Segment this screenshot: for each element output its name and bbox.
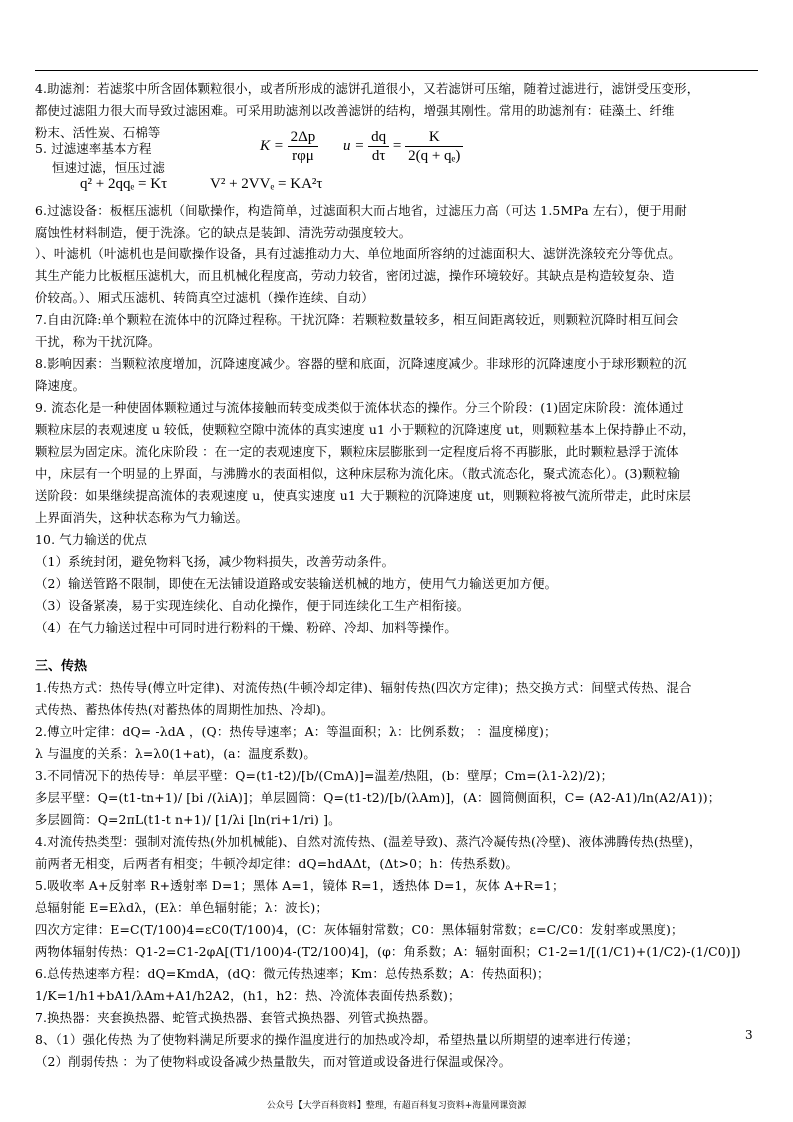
s3-line03: 2.傅立叶定律：dQ= -λdA ，(Q：热传导速率；A：等温面积；λ：比例系数； ：温度梯度)；	[35, 724, 557, 739]
item10-point4: （4）在气力输送过程中可同时进行粉料的干燥、粉碎、冷却、加料等操作。	[35, 620, 457, 635]
s3-line06: 多层平壁：Q=(t1-tn+1)/ [bi /(λiA)]；单层圆筒：Q=(t1-t2)/[b/(λAm)]，(A：圆筒侧面积，C= (A2-A1)/ln(A2/A1))；	[35, 790, 721, 805]
item8-line1: 8.影响因素：当颗粒浓度增加，沉降速度减少。容器的壁和底面，沉降速度减少。非球形的沉降速度小于球形颗粒的沉	[35, 356, 687, 371]
formula-constant-velocity: V² + 2VVₑ = KA²τ	[210, 176, 323, 192]
s3-line05: 3.不同情况下的热传导：单层平壁：Q=(t1-t2)/[b/(CmA)]=温差/热阻，(b：壁厚；Cm=(λ1-λ2)/2)；	[35, 768, 614, 783]
s3-line18: （2）削弱传热 ：为了使物料或设备减少热量散失，而对管道或设备进行保温或保冷。	[35, 1054, 512, 1069]
item9-line4: 中，床层有一个明显的上界面，与沸腾水的表面相似，这种床层称为流化床。（散式流态化，聚式流态化）。(3)颗粒输	[35, 466, 681, 481]
formula-u	[343, 128, 463, 165]
footer-note: 公众号【大学百科资料】整理，有超百科复习资料+海量网课资源	[266, 1101, 527, 1111]
item10-title: 10. 气力输送的优点	[35, 532, 148, 547]
item8-line2: 降速度。	[35, 378, 86, 393]
formula-u-lhs: u =	[343, 137, 365, 154]
item9-line6: 上界面消失，这种状态称为气力输送。	[35, 510, 249, 525]
s3-line14: 6.总传热速率方程：dQ=KmdA，(dQ：微元传热速率；Km：总传热系数；A：传热面积)；	[35, 966, 550, 981]
item4-line3: 粉末、活性炭、石棉等	[35, 125, 161, 140]
item7-line1: 7.自由沉降:单个颗粒在流体中的沉降过程称。干扰沉降：若颗粒数量较多，相互间距离较近，则颗粒沉降时相互间会	[35, 312, 679, 327]
s3-line07: 多层圆筒：Q=2πL(t1-t n+1)/ [1/λi [ln(ri+1/ri) ]。	[35, 812, 341, 827]
formula-u-denominator-1: dτ	[371, 148, 386, 164]
formula-k-numerator: 2Δp	[288, 128, 319, 147]
item6-line3: ）、叶滤机（叶滤机也是间歇操作设备，具有过滤推动力大、单位地面所容纳的过滤面积大、滤饼洗涤较充分等优点。	[35, 246, 681, 261]
item6-line4: 其生产能力比板框压滤机大，而且机械化程度高，劳动力较省，密闭过滤，操作环境较好。其缺点是构造较复杂、造	[35, 268, 675, 283]
item9-line3: 颗粒层为固定床。流化床阶段 ：在一定的表观速度下，颗粒床层膨胀到一定程度后将不再膨胀，此时颗粒悬浮于流体	[35, 444, 679, 459]
formula-u-equals: =	[392, 137, 402, 154]
s3-line12: 四次方定律：E=C(T/100)4=εC0(T/100)4，(C：灰体辐射常数；C0：黑体辐射常数；ε=C/C0：发射率或黑度)；	[35, 922, 684, 937]
item4-line2: 都使过滤阻力很大而导致过滤困难。可采用助滤剂以改善滤饼的结构，增强其刚性。常用的助滤剂有：硅藻土、纤维	[35, 103, 675, 118]
item9-line1: 9. 流态化是一种使固体颗粒通过与流体接触而转变成类似于流体状态的操作。分三个阶段：(1)固定床阶段：流体通过	[35, 400, 684, 415]
formula-u-denominator-2: 2(q + qₑ)	[408, 148, 461, 164]
s3-line04: λ 与温度的关系：λ=λ0(1+at)，(a：温度系数)。	[35, 746, 316, 761]
s3-line10: 5.吸收率 A+反射率 R+透射率 D=1；黑体 A=1，镜体 R=1，透热体 D=1，灰体 A+R=1；	[35, 878, 565, 893]
formula-k-lhs: K =	[260, 137, 284, 154]
item4-line1: 4.助滤剂：若滤浆中所含固体颗粒很小，或者所形成的滤饼孔道很小，又若滤饼可压缩，随着过滤进行，滤饼受压变形，	[35, 81, 700, 96]
s3-line09: 前两者无相变，后两者有相变；牛顿冷却定律：dQ=hdAΔt，(Δt>0；h：传热系数)。	[35, 856, 519, 871]
s3-line01: 1.传热方式：热传导(傅立叶定律)、对流传热(牛顿冷却定律)、辐射传热(四次方定律)；热交换方式：间壁式传热、混合	[35, 680, 692, 695]
header-rule	[35, 70, 758, 71]
item7-line2: 干扰，称为干扰沉降。	[35, 334, 161, 349]
section-heading-heat-transfer: 三、传热	[35, 659, 88, 674]
item6-line5: 价较高。）、厢式压滤机、转筒真空过滤机（操作连续、自动）	[35, 290, 374, 305]
formula-u-numerator-2: K	[405, 128, 463, 147]
item5-subtitle: 恒速过滤，恒压过滤	[52, 160, 165, 175]
s3-line15: 1/K=1/h1+bA1/λAm+A1/h2A2，(h1，h2：热、冷流体表面传热系数)；	[35, 988, 461, 1003]
s3-line13: 两物体辐射传热：Q1-2=C1-2φA[(T1/100)4-(T2/100)4]，(φ：角系数；A：辐射面积；C1-2=1/[(1/C1)+(1/C2)-(1/C0)])	[35, 944, 741, 959]
item9-line2: 颗粒床层的表观速度 u 较低，使颗粒空隙中流体的真实速度 u1 小于颗粒的沉降速度 ut，则颗粒基本上保持静止不动，	[35, 422, 695, 437]
item10-point2: （2）输送管路不限制，即使在无法铺设道路或安装输送机械的地方，使用气力输送更加方便。	[35, 576, 558, 591]
item10-point3: （3）设备紧凑，易于实现连续化、自动化操作，便于同连续化工生产相衔接。	[35, 598, 470, 613]
page-number: 3	[745, 1028, 753, 1042]
formula-k-denominator: rφμ	[292, 148, 314, 164]
formula-k	[260, 128, 318, 165]
formula-constant-pressure: q² + 2qqₑ = Kτ	[80, 176, 168, 192]
item6-line1: 6.过滤设备：板框压滤机（间歇操作，构造简单，过滤面积大而占地省，过滤压力高（可达 1.5MPa 左右），便于用耐	[35, 203, 687, 218]
formula-u-numerator-1: dq	[368, 128, 389, 147]
s3-line11: 总辐射能 E=Eλdλ，(Eλ：单色辐射能；λ：波长)；	[35, 900, 328, 915]
s3-line16: 7.换热器：夹套换热器、蛇管式换热器、套管式换热器、列管式换热器。	[35, 1010, 436, 1025]
item5-title: 5. 过滤速率基本方程	[35, 141, 152, 156]
s3-line08: 4.对流传热类型：强制对流传热(外加机械能)、自然对流传热、(温差导致)、蒸汽冷凝传热(冷壁)、液体沸腾传热(热壁)，	[35, 834, 702, 849]
s3-line02: 式传热、蓄热体传热(对蓄热体的周期性加热、冷却)。	[35, 702, 334, 717]
item6-line2: 腐蚀性材料制造，便于洗涤。它的缺点是装卸、清洗劳动强度较大。	[35, 225, 412, 240]
s3-line17: 8、（1）强化传热 为了使物料满足所要求的操作温度进行的加热或冷却，希望热量以所期望的速率进行传递；	[35, 1032, 639, 1047]
item9-line5: 送阶段：如果继续提高流体的表观速度 u，使真实速度 u1 大于颗粒的沉降速度 ut，则颗粒将被气流所带走，此时床层	[35, 488, 691, 503]
item10-point1: （1）系统封闭，避免物料飞扬，减少物料损失，改善劳动条件。	[35, 554, 395, 569]
